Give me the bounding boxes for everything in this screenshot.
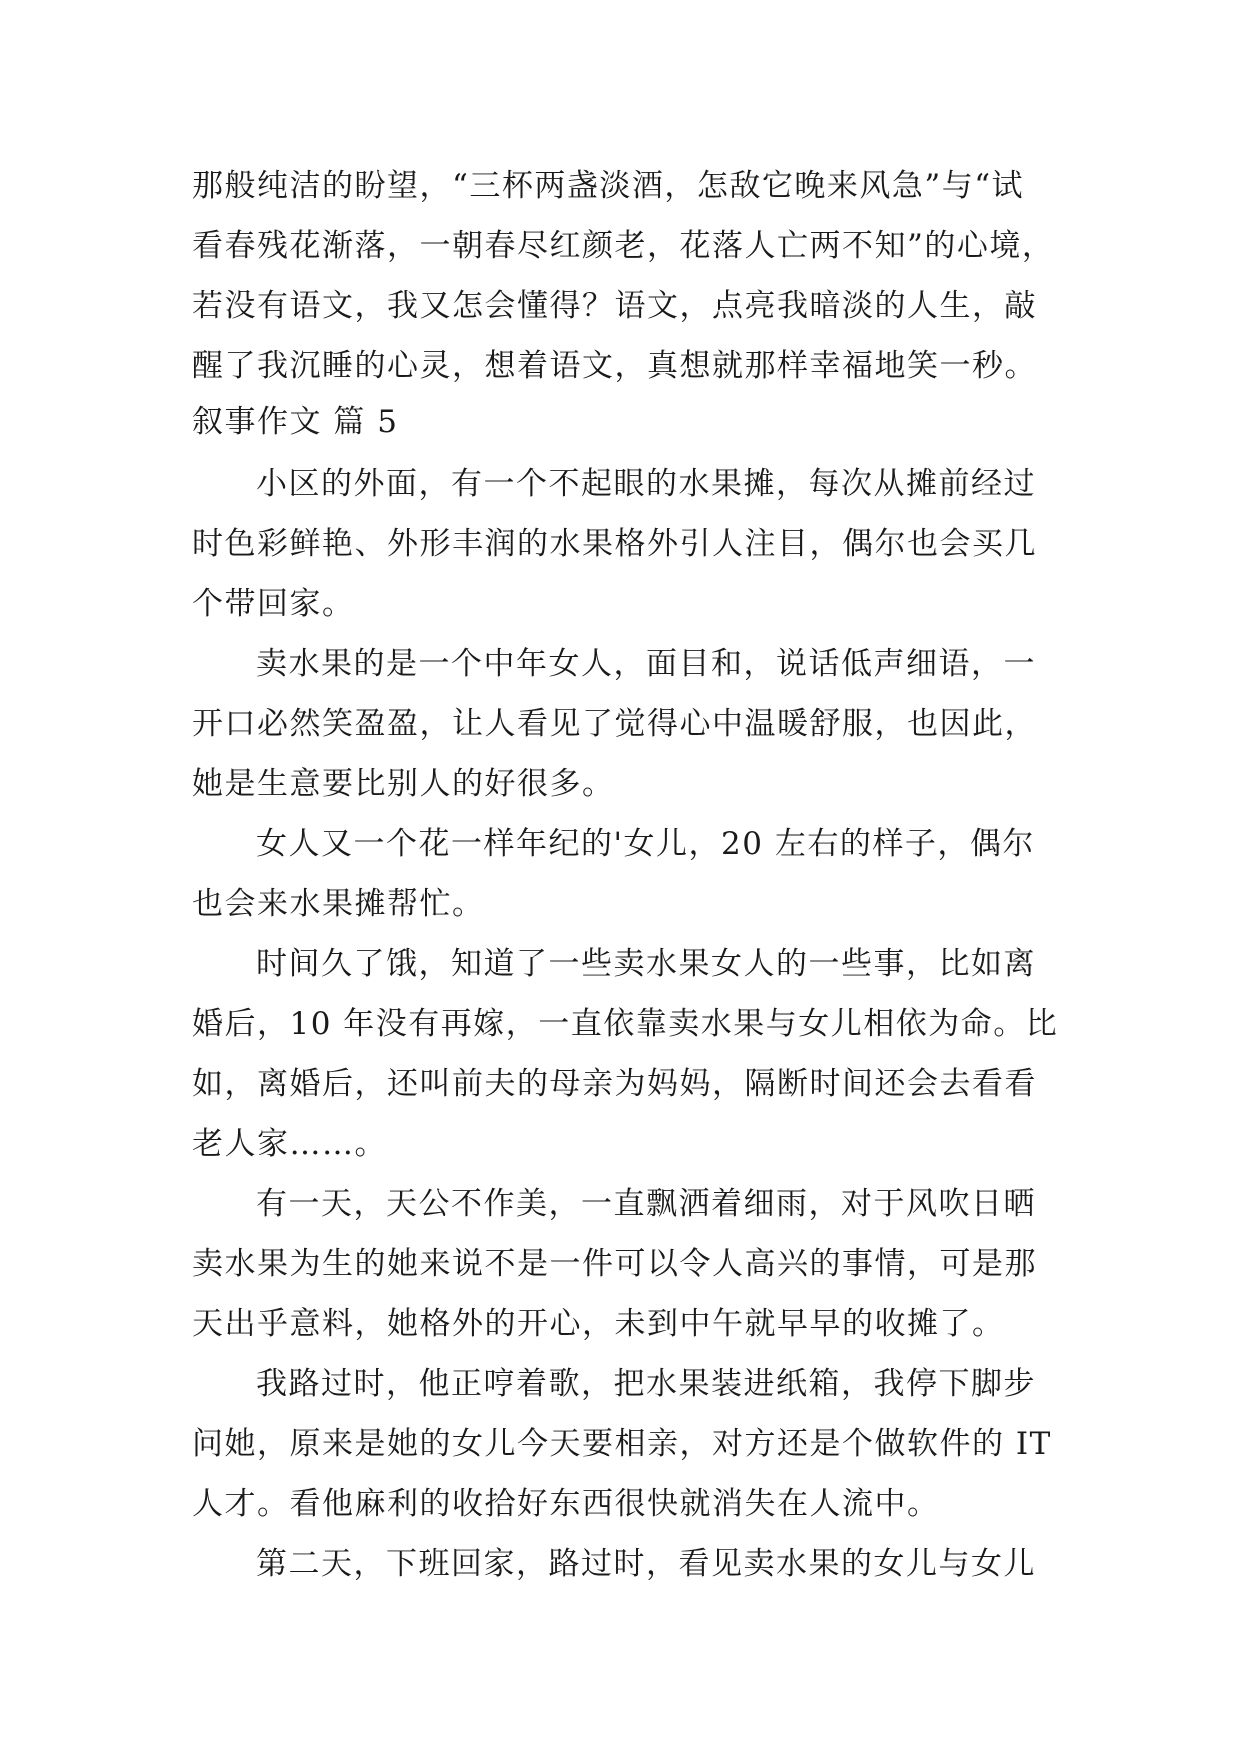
text-line: 问她，原来是她的女儿今天要相亲，对方还是个做软件的 IT xyxy=(192,1426,1052,1462)
text-line: 也会来水果摊帮忙。 xyxy=(192,886,485,922)
text-line: 老人家……。 xyxy=(192,1126,387,1162)
paragraph-start: 有一天，天公不作美，一直飘洒着细雨，对于风吹日晒 xyxy=(256,1186,1036,1222)
paragraph-start: 第二天，下班回家，路过时，看见卖水果的女儿与女儿 xyxy=(256,1546,1036,1582)
text-line: 人才。看他麻利的收拾好东西很快就消失在人流中。 xyxy=(192,1486,940,1522)
section-heading: 叙事作文 篇 5 xyxy=(192,404,399,440)
text-line: 开口必然笑盈盈，让人看见了觉得心中温暖舒服，也因此， xyxy=(192,706,1037,742)
text-line: 她是生意要比别人的好很多。 xyxy=(192,766,615,802)
text-line: 个带回家。 xyxy=(192,586,355,622)
paragraph-start: 女人又一个花一样年纪的'女儿，20 左右的样子，偶尔 xyxy=(256,826,1035,862)
text-line: 醒了我沉睡的心灵，想着语文，真想就那样幸福地笑一秒。 xyxy=(192,348,1037,384)
text-line: 若没有语文，我又怎会懂得？语文，点亮我暗淡的人生，敲 xyxy=(192,288,1037,324)
text-line: 天出乎意料，她格外的开心，未到中午就早早的收摊了。 xyxy=(192,1306,1005,1342)
text-line: 那般纯洁的盼望，“三杯两盏淡酒，怎敌它晚来风急”与“试 xyxy=(192,168,1025,204)
text-line: 婚后，10 年没有再嫁，一直依靠卖水果与女儿相依为命。比 xyxy=(192,1006,1059,1042)
paragraph-start: 我路过时，他正哼着歌，把水果装进纸箱，我停下脚步 xyxy=(256,1366,1036,1402)
text-line: 如，离婚后，还叫前夫的母亲为妈妈，隔断时间还会去看看 xyxy=(192,1066,1037,1102)
text-line: 时色彩鲜艳、外形丰润的水果格外引人注目，偶尔也会买几 xyxy=(192,526,1037,562)
paragraph-start: 小区的外面，有一个不起眼的水果摊，每次从摊前经过 xyxy=(256,466,1036,502)
paragraph-start: 卖水果的是一个中年女人，面目和，说话低声细语，一 xyxy=(256,646,1036,682)
paragraph-start: 时间久了饿，知道了一些卖水果女人的一些事，比如离 xyxy=(256,946,1036,982)
text-line: 看春残花渐落，一朝春尽红颜老，花落人亡两不知”的心境， xyxy=(192,228,1055,264)
text-line: 卖水果为生的她来说不是一件可以令人高兴的事情，可是那 xyxy=(192,1246,1037,1282)
